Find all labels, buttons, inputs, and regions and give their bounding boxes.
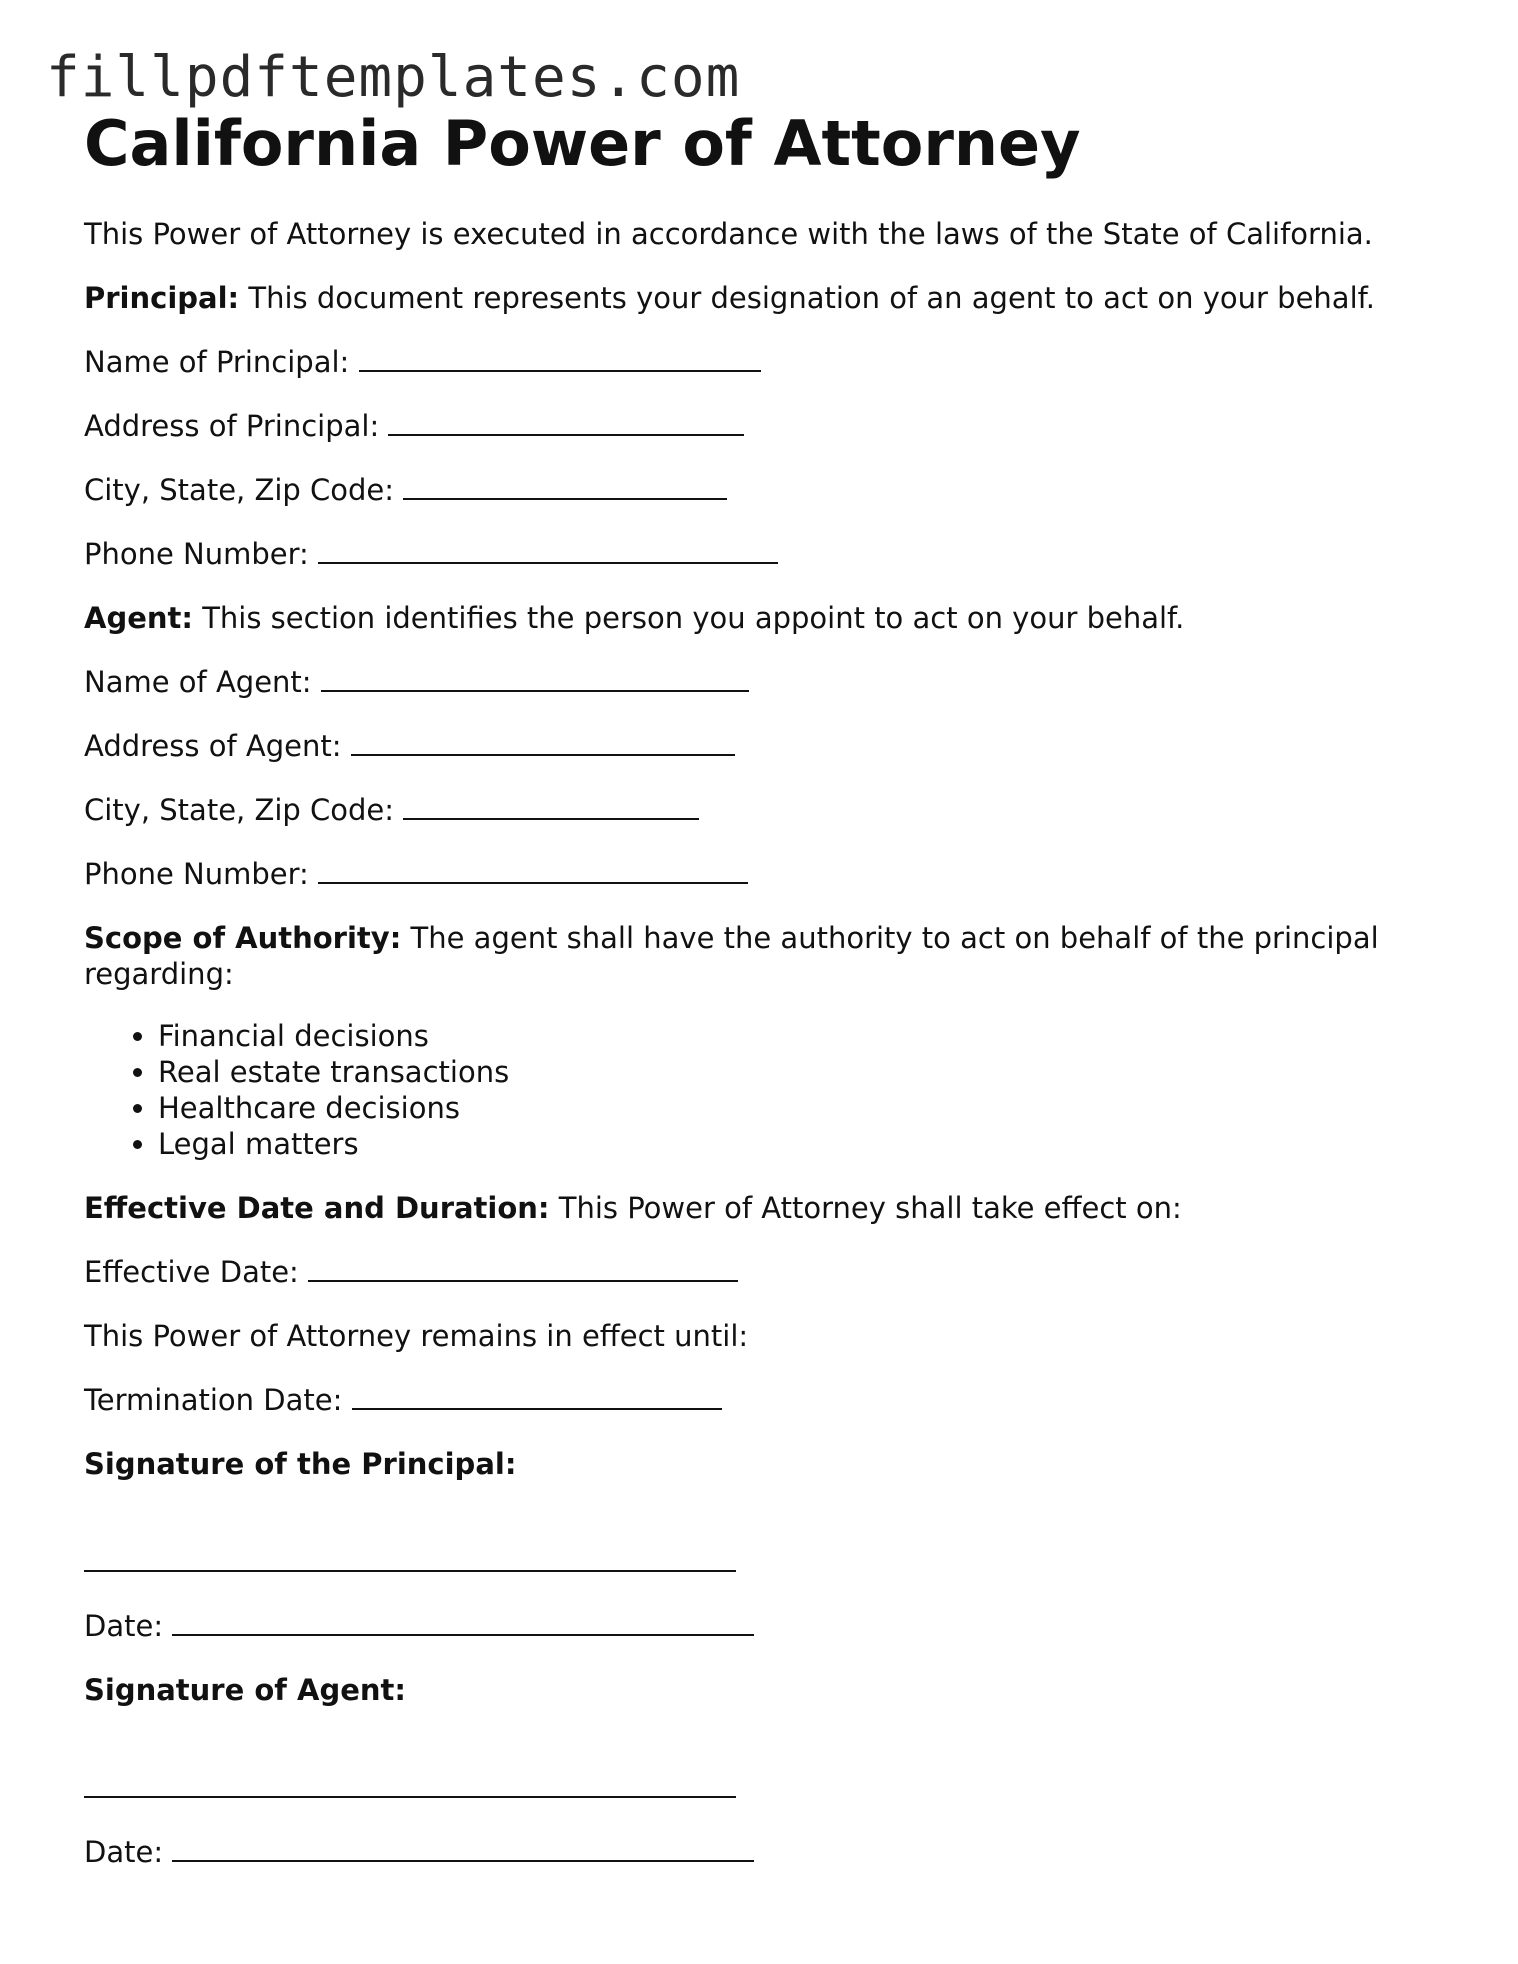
agent-city-row [84, 792, 1444, 828]
principal-signature-date-row [84, 1608, 1444, 1644]
scope-item: • Financial decisions [158, 1018, 1444, 1054]
agent-address-row [84, 728, 1444, 764]
principal-signature-date-label: Date: [84, 1609, 164, 1643]
watermark: fillpdftemplates.com [46, 45, 741, 110]
termination-date-row [84, 1382, 1444, 1418]
agent-name-field[interactable] [321, 664, 749, 692]
agent-signature-date-label: Date: [84, 1835, 164, 1869]
principal-section [84, 280, 1444, 316]
effective-date-row [84, 1254, 1444, 1290]
agent-signature-heading: Signature of Agent: [84, 1673, 406, 1707]
effective-section [84, 1190, 1444, 1226]
document [84, 104, 1444, 1870]
intro-text: This Power of Attorney is executed in accordance with the laws of the State of California. [84, 217, 1373, 251]
agent-address-label: Address of Agent: [84, 729, 342, 763]
until-text: This Power of Attorney remains in effect until: [84, 1319, 749, 1353]
agent-phone-row [84, 856, 1444, 892]
agent-signature-date-row [84, 1834, 1444, 1870]
principal-text: This document represents your designation of an agent to act on your behalf. [248, 281, 1375, 315]
principal-name-row [84, 344, 1444, 380]
principal-address-field[interactable] [388, 408, 744, 436]
scope-list [84, 1018, 1444, 1162]
principal-signature-row [84, 1544, 1444, 1580]
agent-name-label: Name of Agent: [84, 665, 312, 699]
principal-name-field[interactable] [359, 344, 761, 372]
agent-phone-field[interactable] [318, 856, 748, 884]
agent-phone-label: Phone Number: [84, 857, 309, 891]
agent-heading: Agent: [84, 601, 193, 635]
principal-address-row [84, 408, 1444, 444]
termination-date-field[interactable] [352, 1382, 722, 1410]
principal-city-row [84, 472, 1444, 508]
principal-city-field[interactable] [403, 472, 727, 500]
agent-city-field[interactable] [403, 792, 699, 820]
scope-item: • Real estate transactions [158, 1054, 1444, 1090]
agent-name-row [84, 664, 1444, 700]
document-title: California Power of Attorney [84, 107, 1081, 180]
principal-city-label: City, State, Zip Code: [84, 473, 395, 507]
agent-city-label: City, State, Zip Code: [84, 793, 395, 827]
scope-text: The agent shall have the authority to act on behalf of the principal regarding: [84, 921, 1379, 991]
principal-heading: Principal: [84, 281, 240, 315]
scope-item: • Legal matters [158, 1126, 1444, 1162]
principal-phone-label: Phone Number: [84, 537, 309, 571]
termination-date-label: Termination Date: [84, 1383, 343, 1417]
effective-heading: Effective Date and Duration: [84, 1191, 550, 1225]
principal-name-label: Name of Principal: [84, 345, 350, 379]
principal-phone-field[interactable] [318, 536, 778, 564]
principal-signature-heading: Signature of the Principal: [84, 1447, 517, 1481]
principal-phone-row [84, 536, 1444, 572]
agent-signature-field[interactable] [84, 1770, 736, 1798]
agent-address-field[interactable] [351, 728, 735, 756]
agent-text: This section identifies the person you appoint to act on your behalf. [202, 601, 1185, 635]
effective-text: This Power of Attorney shall take effect on: [558, 1191, 1182, 1225]
principal-signature-date-field[interactable] [172, 1608, 754, 1636]
effective-date-field[interactable] [308, 1254, 738, 1282]
principal-address-label: Address of Principal: [84, 409, 380, 443]
effective-date-label: Effective Date: [84, 1255, 299, 1289]
agent-signature-row [84, 1770, 1444, 1806]
agent-section [84, 600, 1444, 636]
scope-heading: Scope of Authority: [84, 921, 402, 955]
principal-signature-field[interactable] [84, 1544, 736, 1572]
agent-signature-date-field[interactable] [172, 1834, 754, 1862]
scope-item: • Healthcare decisions [158, 1090, 1444, 1126]
scope-section [84, 920, 1444, 992]
